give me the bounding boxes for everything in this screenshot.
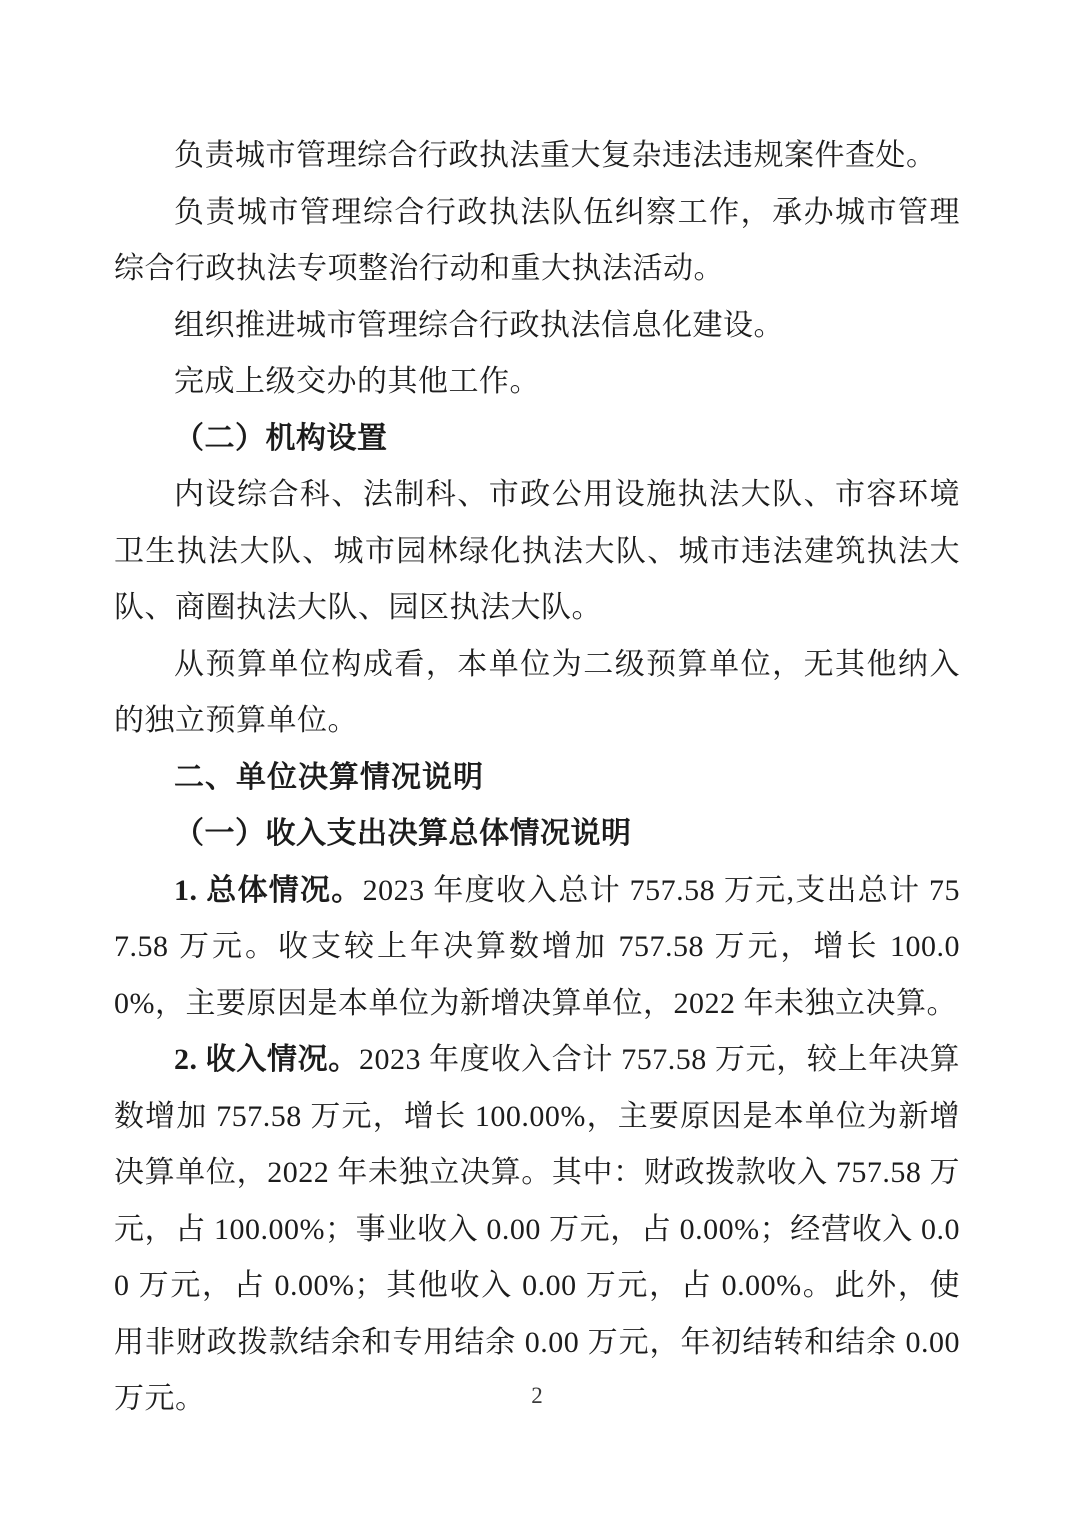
heading-income-expenditure-overview: （一）收入支出决算总体情况说明: [174, 817, 632, 850]
paragraph-budget-unit-composition: 从预算单位构成看，本单位为二级预算单位，无其他纳入的独立预算单位。: [114, 647, 960, 737]
document-body: [114, 128, 960, 1428]
heading-organization-setup: （二）机构设置: [174, 421, 388, 455]
paragraph-duty-major-cases: 负责城市管理综合行政执法重大复杂违法违规案件查处。: [174, 139, 937, 172]
page-number: 2: [531, 1383, 543, 1408]
paragraph-duty-informatization: 组织推进城市管理综合行政执法信息化建设。: [174, 308, 784, 342]
paragraph-duty-inspection: 负责城市管理综合行政执法队伍纠察工作，承办城市管理综合行政执法专项整治行动和重大执法活动。: [114, 195, 960, 285]
paragraph-income-situation-text: 2023 年度收入合计 757.58 万元，较上年决算数增加 757.58 万元，增长 100.00%，主要原因是本单位为新增决算单位，2022 年未独立决算。其中：财政拨款收入 757.58 万元，占 100.00%；事业收入 0.00 万元，占 0.00%；经营收入 0.00 万元，占 0.00%；其他收入 0.00 万元，占 0.00%。此外，使用非财政拨款结余和专用结余 0.00 万元，年初结转和结余 0.00 万元。: [114, 1043, 961, 1415]
paragraph-internal-departments: 内设综合科、法制科、市政公用设施执法大队、市容环境卫生执法大队、城市园林绿化执法大队、城市违法建筑执法大队、商圈执法大队、园区执法大队。: [114, 478, 960, 624]
heading-unit-final-accounts: 二、单位决算情况说明: [174, 760, 484, 794]
paragraph-income-situation-lead: 2. 收入情况。: [174, 1043, 359, 1076]
paragraph-income-situation: [114, 1032, 960, 1428]
paragraph-overall-situation-lead: 1. 总体情况。: [174, 873, 363, 907]
paragraph-duty-other-tasks: 完成上级交办的其他工作。: [174, 365, 540, 398]
paragraph-overall-situation: [114, 863, 960, 1033]
paragraph-overall-situation-text: 2023 年度收入总计 757.58 万元,支出总计 757.58 万元。收支较上年决算数增加 757.58 万元，增长 100.00%，主要原因是本单位为新增决算单位，2022 年未独立决算。: [114, 873, 961, 1020]
